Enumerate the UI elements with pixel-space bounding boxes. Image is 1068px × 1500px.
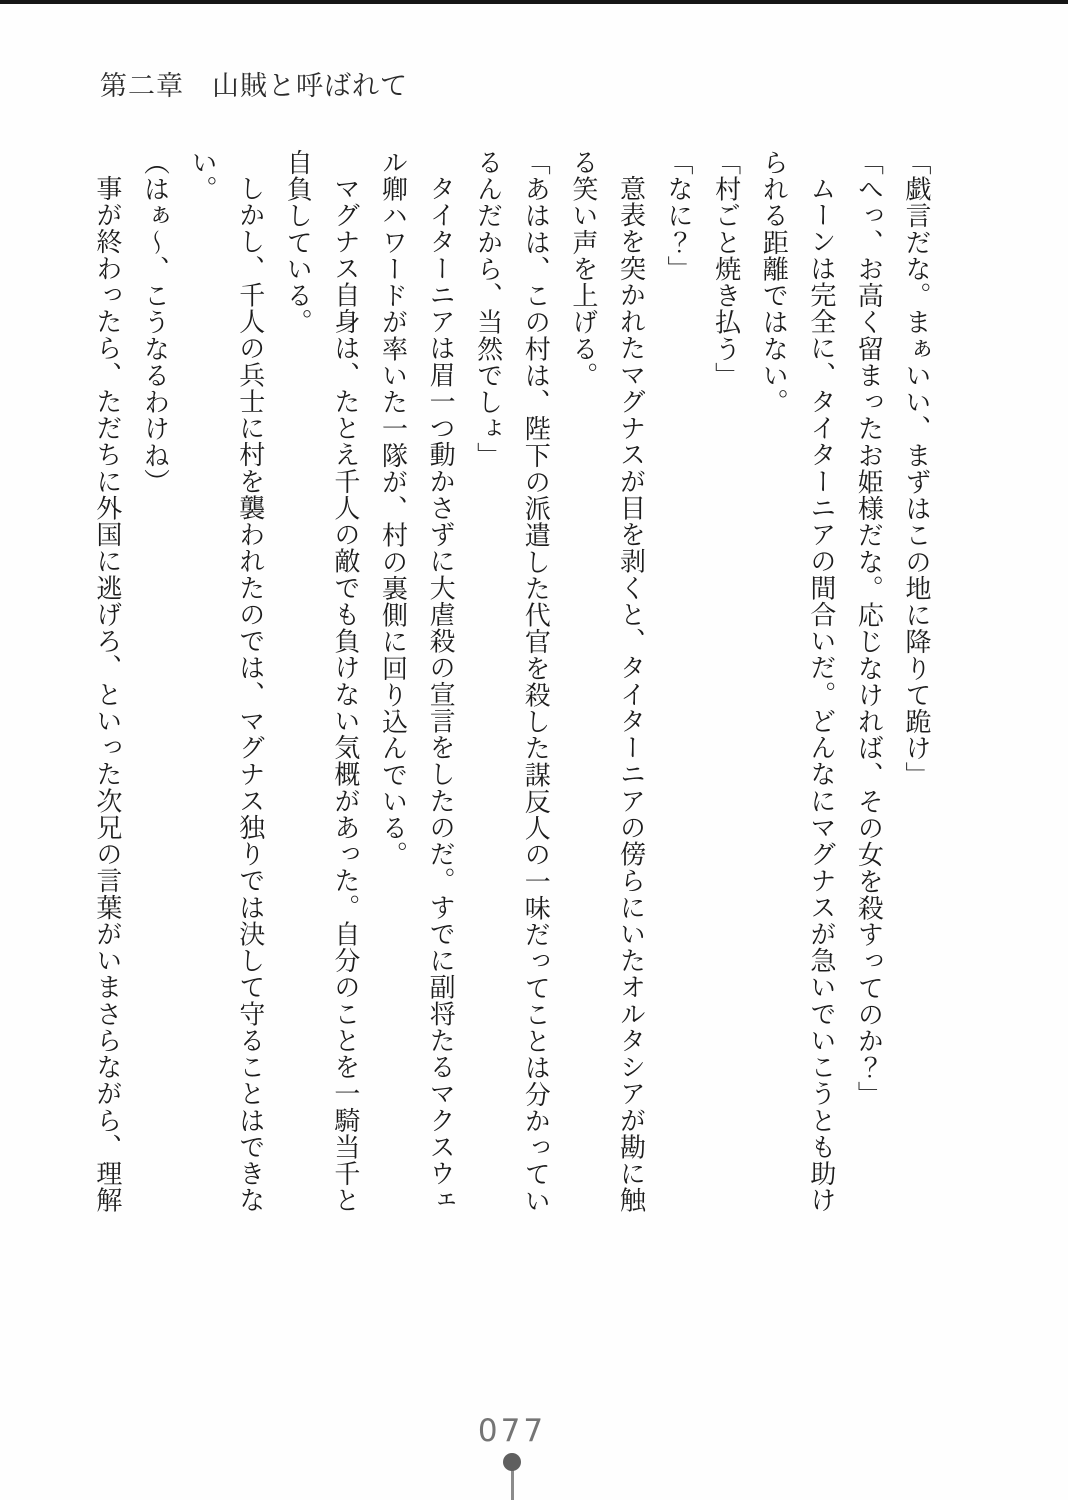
paragraph: 「村ごと焼き払う」 bbox=[710, 149, 741, 389]
chapter-header: 第二章 山賊と呼ばれて bbox=[100, 71, 408, 102]
paragraph: （はぁ〜、こうなるわけね） bbox=[139, 149, 170, 496]
paragraph: 「なに？」 bbox=[663, 149, 694, 283]
paragraph: しかし、千人の兵士に村を襲われたのでは、マグナス独りでは決して守ることはできない。 bbox=[187, 149, 265, 1214]
paragraph: 「へっ、お高く留まったお姫様だな。応じなければ、その女を殺すってのか？」 bbox=[853, 149, 884, 1108]
paragraph: マグナス自身は、たとえ千人の敵でも負けない気概があった。自分のことを一騎当千と自負している。 bbox=[282, 149, 360, 1214]
text-block bbox=[82, 149, 939, 1224]
paragraph: タイターニアは眉一つ動かさずに大虐殺の宣言をしたのだ。すでに副将たるマクスウェル卿ハワードが率いた一隊が、村の裏側に回り込んでいる。 bbox=[377, 149, 456, 1214]
paragraph: 「あはは、この村は、陛下の派遣した代官を殺した謀反人の一味だってことは分かっているんだから、当然でしょ」 bbox=[472, 149, 551, 1214]
page-number: 077 bbox=[477, 1413, 547, 1449]
paragraph: 事が終わったら、ただちに外国に逃げろ、といった次兄の言葉がいまさらながら、理解 bbox=[91, 175, 122, 1214]
page-top-edge bbox=[0, 0, 1068, 4]
footer-ornament-dot bbox=[503, 1453, 521, 1471]
paragraph: 「戯言だな。まぁいい、まずはこの地に降りて跪け」 bbox=[901, 149, 931, 788]
paragraph: ムーンは完全に、タイターニアの間合いだ。どんなにマグナスが急いでいこうとも助けられる距離ではない。 bbox=[758, 149, 836, 1214]
paragraph: 意表を突かれたマグナスが目を剥くと、タイターニアの傍らにいたオルタシアが勘に触る笑い声を上げる。 bbox=[567, 149, 646, 1214]
